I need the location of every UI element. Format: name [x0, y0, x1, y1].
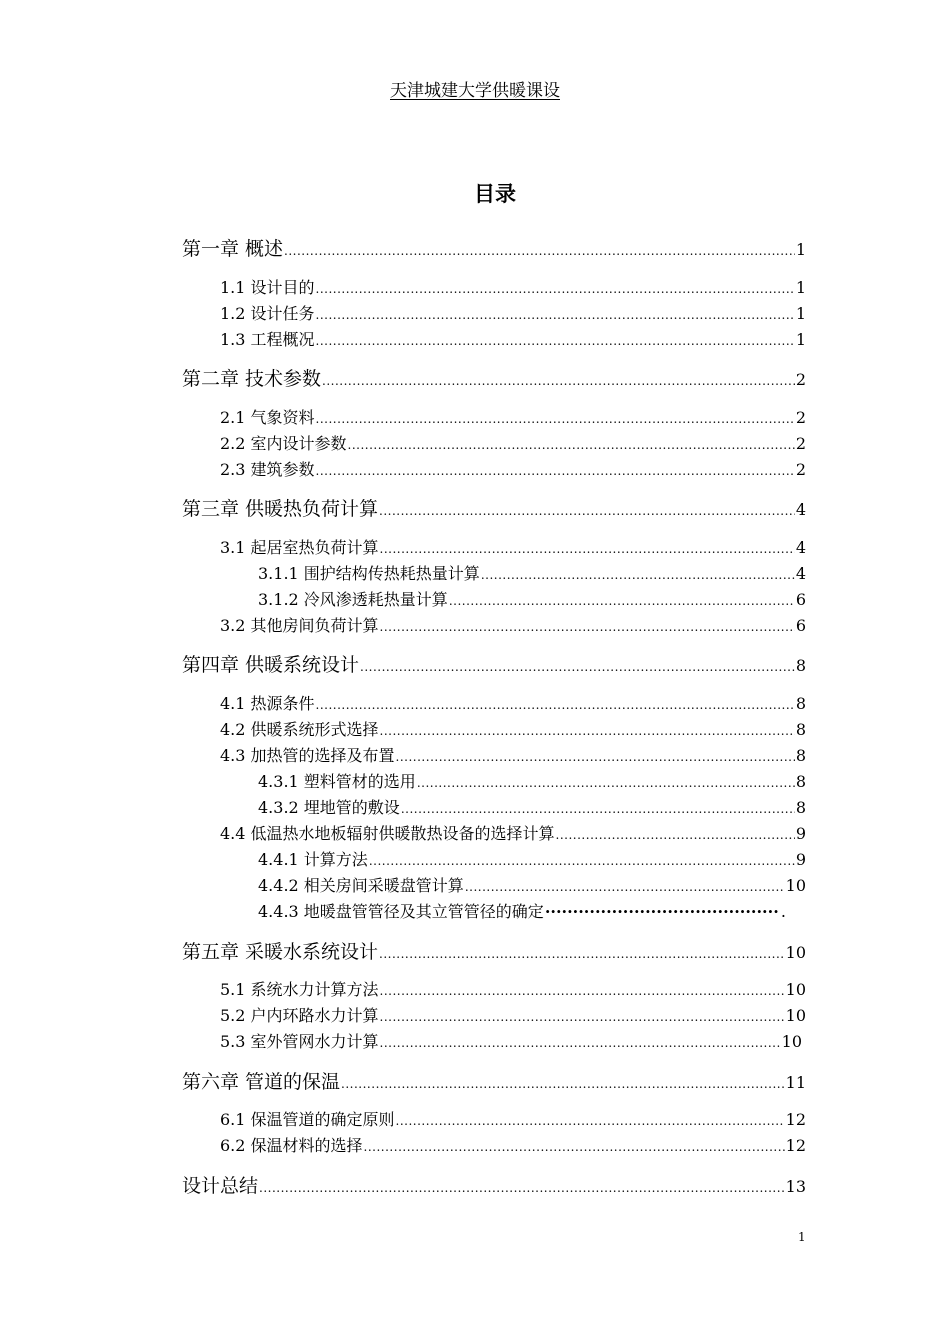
toc-entry-page: 2: [795, 370, 806, 389]
toc-entry-page: 4: [795, 538, 806, 557]
toc-entry-label: 第一章 概述: [182, 238, 284, 260]
toc-entry-label: 3.2 其他房间负荷计算: [220, 616, 379, 635]
toc-leader: [545, 902, 780, 921]
toc-leader: [316, 334, 795, 348]
toc-entry-label: 4.4 低温热水地板辐射供暖散热设备的选择计算: [220, 824, 555, 843]
toc-entry-page: 10: [785, 943, 806, 962]
toc-section-4-4-1[interactable]: [258, 847, 806, 870]
toc-entry-page: 11: [785, 1073, 806, 1092]
toc-entry-page: 10: [785, 876, 806, 895]
toc-section-4-4-2[interactable]: [258, 873, 806, 896]
toc-leader: [369, 854, 795, 868]
toc-chapter-1[interactable]: [182, 234, 806, 261]
toc-chapter-3[interactable]: [182, 494, 806, 521]
toc-chapter-2[interactable]: [182, 364, 806, 391]
toc-entry-label: 1.3 工程概况: [220, 330, 315, 349]
toc-leader: [449, 594, 795, 608]
toc-leader: [364, 1140, 785, 1154]
toc-leader: [316, 464, 795, 478]
toc-entry-label: 4.2 供暖系统形式选择: [220, 720, 379, 739]
toc-section-6-2[interactable]: [220, 1133, 806, 1156]
toc-entry-label: 4.3 加热管的选择及布置: [220, 746, 395, 765]
toc-section-2-3[interactable]: [220, 457, 806, 480]
toc-entry-page: 10: [785, 980, 806, 999]
toc-section-2-2[interactable]: [220, 431, 806, 454]
toc-entry-label: 1.1 设计目的: [220, 278, 315, 297]
toc-entry-page: 8: [795, 746, 806, 765]
toc-section-4-2[interactable]: [220, 717, 806, 740]
toc-entry-label: 5.2 户内环路水力计算: [220, 1006, 379, 1025]
toc-entry-page: 9: [795, 850, 806, 869]
toc-leader: [316, 308, 795, 322]
toc-entry-page: .: [780, 902, 786, 921]
toc-entry-page: 4: [795, 500, 806, 519]
page-header: [0, 76, 950, 101]
toc-leader: [556, 828, 795, 842]
toc-entry-label: 3.1 起居室热负荷计算: [220, 538, 379, 557]
toc-entry-page: 1: [795, 330, 806, 349]
toc-chapter-4[interactable]: [182, 650, 806, 677]
toc-entry-label: 5.3 室外管网水力计算: [220, 1032, 379, 1051]
toc-entry-page: 8: [795, 772, 806, 791]
toc-entry-page: 1: [795, 240, 806, 259]
toc-entry-label: 第二章 技术参数: [182, 368, 322, 390]
toc-entry-label: 4.1 热源条件: [220, 694, 315, 713]
toc-leader: [417, 776, 795, 790]
toc-leader: [379, 504, 795, 518]
toc-entry-label: 2.2 室内设计参数: [220, 434, 347, 453]
toc-chapter-6[interactable]: [182, 1067, 806, 1094]
toc-entry-page: 10: [781, 1032, 802, 1051]
toc-chapter-5[interactable]: [182, 937, 806, 964]
toc-section-3-2[interactable]: [220, 613, 806, 636]
toc-leader: [380, 984, 785, 998]
toc-leader: [379, 947, 785, 961]
header-text: 天津城建大学供暖课设: [390, 81, 560, 101]
toc-section-1-3[interactable]: [220, 327, 806, 350]
toc-entry-label: 3.1.1 围护结构传热耗热量计算: [258, 564, 480, 583]
toc-section-4-3-1[interactable]: [258, 769, 806, 792]
toc-entry-page: 2: [795, 460, 806, 479]
toc-entry-page: 8: [795, 798, 806, 817]
toc-entry-page: 4: [795, 564, 806, 583]
toc-leader: [348, 438, 795, 452]
toc-leader: [396, 750, 795, 764]
toc-section-4-4-3[interactable]: [258, 899, 786, 922]
toc-entry-page: 10: [785, 1006, 806, 1025]
toc-entry-label: 4.4.1 计算方法: [258, 850, 368, 869]
toc-entry-page: 8: [795, 720, 806, 739]
toc-entry-page: 6: [795, 616, 806, 635]
toc-entry-label: 6.2 保温材料的选择: [220, 1136, 363, 1155]
toc-leader: [401, 802, 795, 816]
toc-leader: [316, 412, 795, 426]
toc-entry-page: 2: [795, 408, 806, 427]
toc-entry-page: 9: [795, 824, 806, 843]
page-number: 1: [798, 1230, 806, 1244]
toc-leader: [396, 1114, 785, 1128]
toc-leader: [481, 568, 795, 582]
toc-entry-page: 12: [785, 1110, 806, 1129]
toc-section-3-1[interactable]: [220, 535, 806, 558]
toc-leader: [380, 620, 795, 634]
toc-section-4-4[interactable]: [220, 821, 806, 844]
toc-entry-page: 2: [795, 434, 806, 453]
toc-entry-label: 第五章 采暖水系统设计: [182, 941, 379, 963]
toc-leader: [380, 1036, 781, 1050]
toc-entry-page: 1: [795, 304, 806, 323]
toc-leader: [259, 1181, 785, 1195]
toc-entry-page: 13: [785, 1177, 806, 1196]
toc-entry-label: 设计总结: [182, 1175, 259, 1197]
toc-summary[interactable]: [182, 1171, 806, 1198]
toc-leader: [316, 698, 795, 712]
toc-entry-page: 12: [785, 1136, 806, 1155]
toc-entry-label: 4.3.2 埋地管的敷设: [258, 798, 400, 817]
toc-section-4-3[interactable]: [220, 743, 806, 766]
toc-leader: [360, 660, 795, 674]
toc-leader: [341, 1077, 785, 1091]
toc-entry-label: 4.4.2 相关房间采暖盘管计算: [258, 876, 464, 895]
toc-section-5-1[interactable]: [220, 977, 806, 1000]
toc-leader: [380, 542, 795, 556]
toc-section-5-3[interactable]: [220, 1029, 802, 1052]
toc-section-6-1[interactable]: [220, 1107, 806, 1130]
toc-entry-label: 3.1.2 冷风渗透耗热量计算: [258, 590, 448, 609]
toc-entry-label: 1.2 设计任务: [220, 304, 315, 323]
toc-section-1-2[interactable]: [220, 301, 806, 324]
toc-section-4-1[interactable]: [220, 691, 806, 714]
toc-leader: [380, 724, 795, 738]
toc-entry-label: 5.1 系统水力计算方法: [220, 980, 379, 999]
toc-section-2-1[interactable]: [220, 405, 806, 428]
toc-entry-label: 第四章 供暖系统设计: [182, 654, 360, 676]
toc-leader: [284, 244, 795, 258]
toc-section-5-2[interactable]: [220, 1003, 806, 1026]
toc-entry-page: 6: [795, 590, 806, 609]
toc-leader: [465, 880, 785, 894]
toc-leader: [322, 374, 795, 388]
toc-entry-page: 1: [795, 278, 806, 297]
toc-title: 目录: [474, 182, 516, 206]
toc-entry-label: 4.3.1 塑料管材的选用: [258, 772, 416, 791]
toc-entry-label: 2.3 建筑参数: [220, 460, 315, 479]
toc-section-3-1-1[interactable]: [258, 561, 806, 584]
toc-entry-label: 6.1 保温管道的确定原则: [220, 1110, 395, 1129]
toc-entry-page: 8: [795, 656, 806, 675]
toc-entry-label: 第三章 供暖热负荷计算: [182, 498, 379, 520]
toc-leader: [316, 282, 795, 296]
toc-section-3-1-2[interactable]: [258, 587, 806, 610]
toc-entry-label: 第六章 管道的保温: [182, 1071, 341, 1093]
toc-section-4-3-2[interactable]: [258, 795, 806, 818]
toc-section-1-1[interactable]: [220, 275, 806, 298]
toc-leader: [380, 1010, 785, 1024]
toc-entry-label: 4.4.3 地暖盘管管径及其立管管径的确定: [258, 902, 544, 921]
toc-entry-page: 8: [795, 694, 806, 713]
toc-entry-label: 2.1 气象资料: [220, 408, 315, 427]
